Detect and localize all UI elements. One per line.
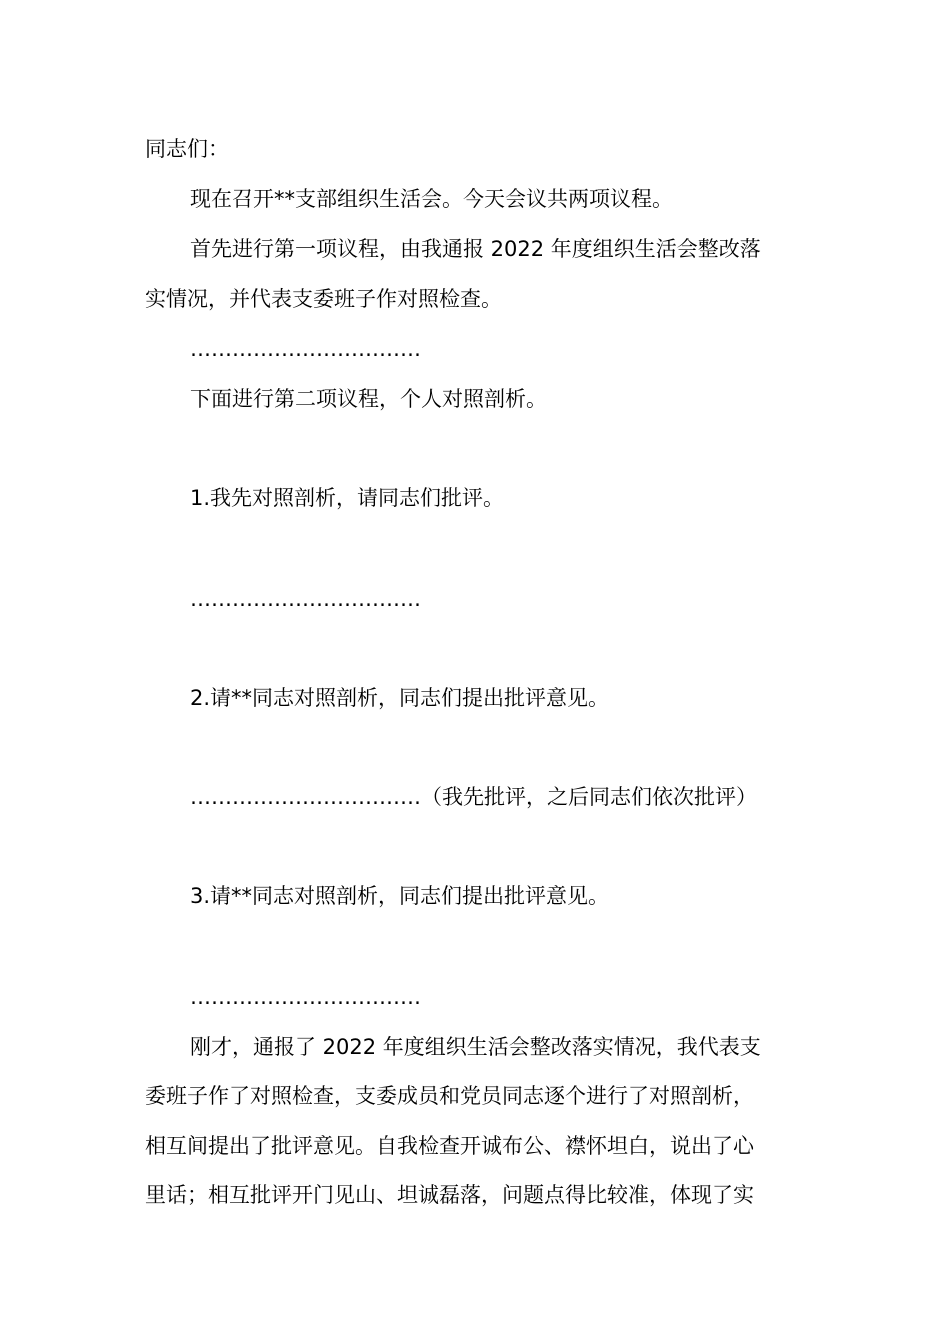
salutation: 同志们： (145, 137, 229, 161)
ellipsis-line: …………………………… (190, 985, 421, 1009)
ellipsis-line: …………………………… (190, 587, 421, 611)
paragraph-line: 现在召开**支部组织生活会。今天会议共两项议程。 (190, 187, 673, 211)
paragraph-line: 首先进行第一项议程，由我通报 2022 年度组织生活会整改落 (190, 237, 761, 261)
agenda-item: 3.请**同志对照剖析，同志们提出批评意见。 (190, 884, 610, 908)
agenda-item: 1.我先对照剖析，请同志们批评。 (190, 486, 505, 510)
paragraph-line: 刚才，通报了 2022 年度组织生活会整改落实情况，我代表支 (190, 1035, 761, 1059)
paragraph-line: 里话；相互批评开门见山、坦诚磊落，问题点得比较准，体现了实 (145, 1183, 754, 1207)
paragraph-line: 实情况，并代表支委班子作对照检查。 (145, 287, 502, 311)
ellipsis-line: ……………………………（我先批评，之后同志们依次批评） (190, 785, 757, 809)
agenda-item: 2.请**同志对照剖析，同志们提出批评意见。 (190, 686, 610, 710)
paragraph-line: 委班子作了对照检查，支委成员和党员同志逐个进行了对照剖析， (145, 1084, 754, 1108)
paragraph-line: 相互间提出了批评意见。自我检查开诚布公、襟怀坦白，说出了心 (145, 1134, 754, 1158)
paragraph-line: 下面进行第二项议程，个人对照剖析。 (190, 387, 547, 411)
ellipsis-line: …………………………… (190, 337, 421, 361)
